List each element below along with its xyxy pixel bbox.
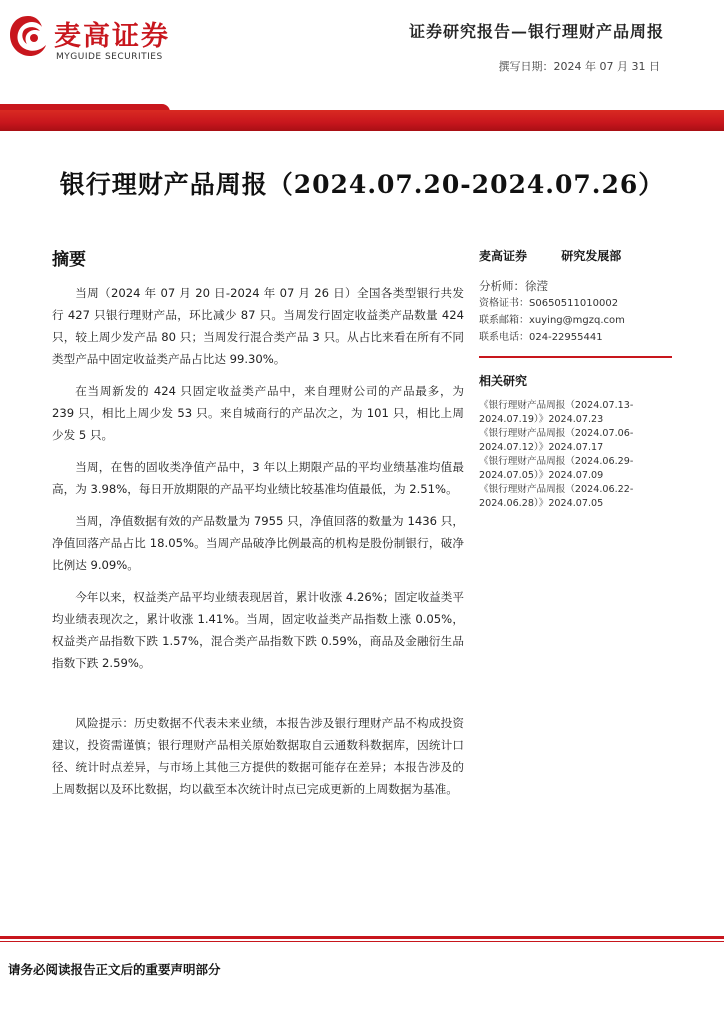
sidebar (479, 247, 672, 511)
analyst-name: 分析师：徐滢 (479, 279, 548, 293)
sidebar-org: 麦高证券 (479, 249, 528, 263)
report-type: 证券研究报告—银行理财产品周报 (408, 22, 664, 41)
abstract-heading: 摘要 (52, 250, 86, 270)
analyst-phone: 联系电话：024-22955441 (479, 332, 603, 343)
brand-name-en: MYGUIDE SECURITIES (56, 52, 163, 62)
risk-warning: 风险提示：历史数据不代表未来业绩，本报告涉及银行理财产品不构成投资建议，投资需谨慎；银行理财产品相关原始数据取自云通数科数据库，因统计口径、统计时点差异，与市场上其他三方提供的数据可能存在差异；本报告涉及的上周数据以及环比数据，均以截至本次统计时点已完成更新的上周数据为基准。 (52, 716, 464, 796)
footer-rule-thin (0, 941, 724, 942)
related-research-list (479, 399, 672, 511)
analyst-email: 联系邮箱：xuying@mgzq.com (479, 315, 625, 326)
footer-rule (0, 936, 724, 939)
abstract-paragraph: 今年以来，权益类产品平均业绩表现居首，累计收涨 4.26%；固定收益类平均业绩表现次之，累计收涨 1.41%。当周，固定收益类产品指数上涨 0.05%，权益类产品指数下跌 1.57%，混合类产品指数下跌 0.59%，商品及金融衍生品指数下跌 2.59%。 (52, 590, 464, 670)
abstract-paragraph: 当周，在售的固收类净值产品中，3 年以上期限产品的平均业绩基准均值最高，为 3.98%，每日开放期限的产品平均业绩比较基准均值最低，为 2.51%。 (52, 460, 464, 496)
brand-name: 麦高证券 (54, 21, 170, 52)
related-research-item[interactable]: 《银行理财产品周报（2024.07.06-2024.07.12）》2024.07.17 (479, 428, 634, 453)
related-research-title: 相关研究 (479, 374, 528, 388)
analyst-contact (479, 278, 672, 346)
related-research-item[interactable]: 《银行理财产品周报（2024.06.29-2024.07.05）》2024.07.09 (479, 456, 634, 481)
header-band (0, 110, 724, 131)
sidebar-header (479, 247, 672, 264)
related-research-item[interactable]: 《银行理财产品周报（2024.07.13-2024.07.19）》2024.07.23 (479, 400, 634, 425)
abstract-paragraph: 当周，净值数据有效的产品数量为 7955 只，净值回落的数量为 1436 只，净值回落产品占比 18.05%。当周产品破净比例最高的机构是股份制银行，破净比例达 9.09%。 (52, 514, 464, 572)
abstract-body (52, 282, 464, 810)
page-title: 银行理财产品周报（2024.07.20-2024.07.26） (59, 170, 665, 199)
brand-logo-icon (8, 14, 48, 58)
report-date: 撰写日期：2024 年 07 月 31 日 (498, 60, 660, 73)
sidebar-dept: 研究发展部 (561, 249, 622, 263)
sidebar-divider (479, 356, 672, 358)
related-research-item[interactable]: 《银行理财产品周报（2024.06.22-2024.06.28）》2024.07.05 (479, 484, 634, 509)
analyst-cert: 资格证书：S0650511010002 (479, 298, 619, 309)
footer-notice: 请务必阅读报告正文后的重要声明部分 (8, 962, 221, 977)
abstract-paragraph: 在当周新发的 424 只固定收益类产品中，来自理财公司的产品最多，为 239 只，相比上周少发 53 只。来自城商行的产品次之，为 101 只，相比上周少发 5 只。 (52, 384, 464, 442)
abstract-paragraph: 当周（2024 年 07 月 20 日-2024 年 07 月 26 日）全国各类型银行共发行 427 只银行理财产品，环比减少 87 只。当周发行固定收益类产品数量 424 只，较上周少发产品 80 只；当周发行混合类产品 3 只。从占比来看在所有不同类型产品中固定收益类产品占比达 99.30%。 (52, 286, 464, 366)
